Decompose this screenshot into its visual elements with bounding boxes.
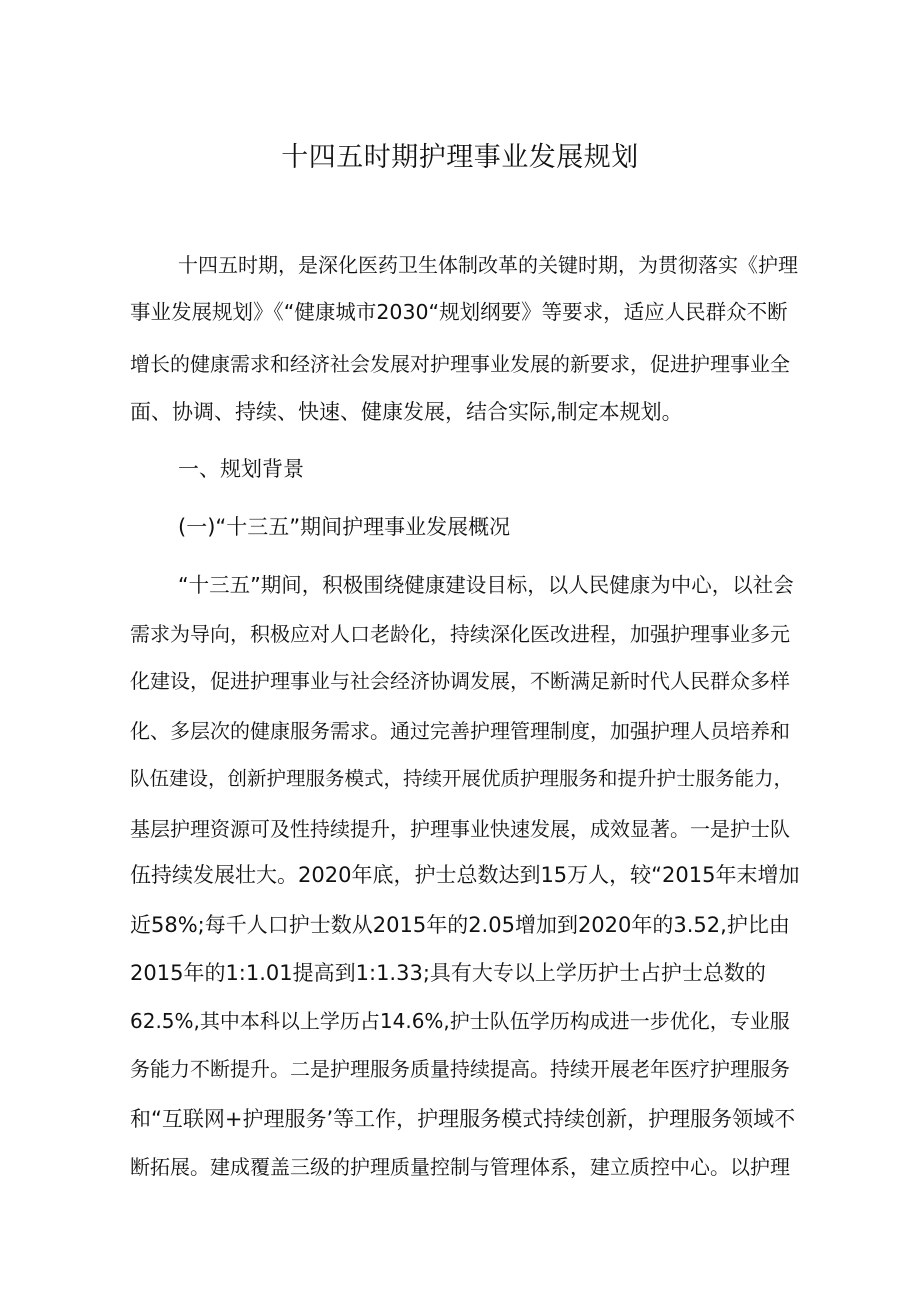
intro-line: 面、协调、持续、快速、健康发展，结合实际,制定本规划。 [130,400,683,424]
body-line: 化、多层次的健康服务需求。通过完善护理管理制度，加强护理人员培养和 [130,719,790,743]
intro-line: 十四五时期，是深化医药卫生体制改革的关键时期，为贯彻落实《护理 [178,253,798,277]
body-line: 断拓展。建成覆盖三级的护理质量控制与管理体系，建立质控中心。以护理 [130,1155,790,1179]
body-line: 队伍建设，创新护理服务模式，持续开展优质护理服务和提升护士服务能力， [130,767,794,790]
intro-line: 增长的健康需求和经济社会发展对护理事业发展的新要求，促进护理事业全 [130,352,790,376]
intro-line: 事业发展规划》《“健康城市2030“规划纲要》等要求，适应人民群众不断 [130,300,788,324]
body-line: 需求为导向，积极应对人口老龄化，持续深化医改进程，加强护理事业多元 [130,622,790,646]
subsection-heading: (一)“十三五”期间护理事业发展概况 [178,515,511,539]
body-line: 伍持续发展壮大。2020年底，护士总数达到15万人，较“2015年末增加 [130,863,800,887]
body-line: 务能力不断提升。二是护理服务质量持续提高。持续开展老年医疗护理服务 [130,1057,790,1081]
body-line: 2015年的1:1.01提高到1:1.33;具有大专以上学历护士占护士总数的 [130,961,766,985]
document-title: 十四五时期护理事业发展规划 [281,142,639,173]
body-line: 化建设，促进护理事业与社会经济协调发展，不断满足新时代人民群众多样 [130,669,790,693]
body-line: 近58%;每千人口护士数从2015年的2.05增加到2020年的3.52,护比由 [130,913,790,937]
body-line: 62.5%,其中本科以上学历占14.6%,护士队伍学历构成进一步优化，专业服 [130,1009,790,1033]
section-heading: 一、规划背景 [178,457,304,481]
body-line: “十三五”期间，积极围绕健康建设目标，以人民健康为中心，以社会 [178,573,794,597]
body-line: 和“互联网+护理服务’等工作，护理服务模式持续创新，护理服务领域不 [130,1107,796,1131]
body-line: 基层护理资源可及性持续提升，护理事业快速发展，成效显著。一是护士队 [130,817,790,841]
